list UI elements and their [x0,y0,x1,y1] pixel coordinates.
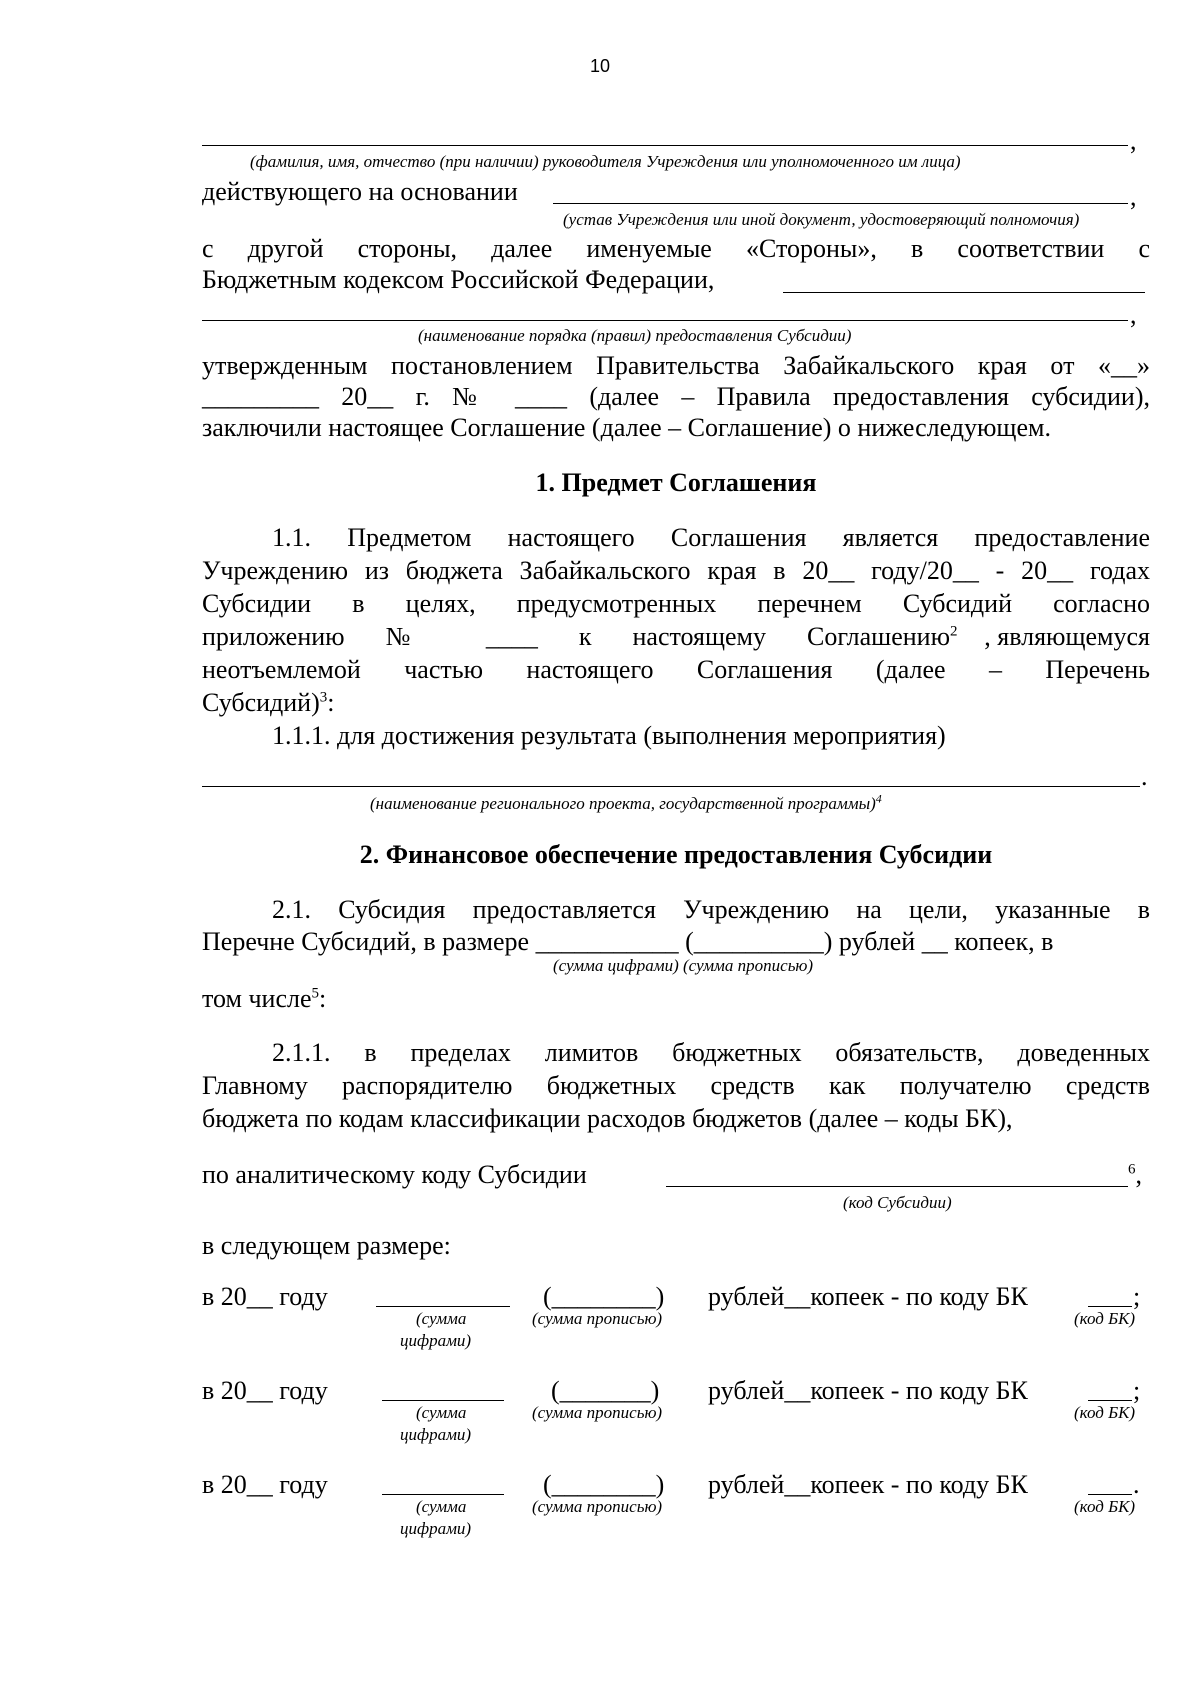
footnote-6: 6 [1128,1161,1136,1178]
caption-code: (код Субсидии) [843,1193,952,1212]
p21-line-3 [202,982,326,1015]
bk-code-blank [1088,1306,1132,1307]
year-label: в 20__ году [202,1470,328,1499]
cap-words: (сумма прописью) [532,1497,663,1516]
cap-bk: (код БК) [1074,1309,1136,1328]
p211-line-1: 2.1.1. в пределах лимитов бюджетных обязательств, доведенных [272,1038,1150,1067]
row-end: ; [1133,1376,1141,1405]
p1-line-2: Учреждению из бюджета Забайкальского края в 20__ году/20__ - 20__ годах [202,556,1150,585]
analytic-code-blank [666,1186,1128,1187]
p111-text: 1.1.1. для достижения результата (выполнения мероприятия) [272,721,946,750]
caption-basis: (устав Учреждения или иной документ, удостоверяющий полномочия) [563,210,1080,229]
acting-basis-blank [553,203,1128,204]
amount-label: в следующем размере: [202,1231,451,1260]
cap-bk: (код БК) [1074,1403,1136,1422]
p1-line-1: 1.1. Предметом настоящего Соглашения является предоставление [272,523,1150,552]
approved-line-2: _________ 20__ г. № ____ (далее – Правила предоставления субсидии), [202,382,1150,411]
cap-sum-b: цифрами) [400,1519,472,1538]
row-end: . [1133,1470,1140,1499]
footnote-5: 5 [311,985,320,1002]
p1-line-4-text: приложению № ____ к настоящему Соглашению [202,622,950,651]
cap-sum-a: (сумма [416,1497,467,1516]
p1-line-4-tail: , являющемуся [984,622,1150,651]
analytic-end [1128,1158,1142,1191]
p1-line-5: неотъемлемой частью настоящего Соглашения (далее – Перечень [202,655,1150,684]
p21-line-1: 2.1. Субсидия предоставляется Учреждению на цели, указанные в [272,895,1150,924]
analytic-comma: , [1135,1160,1142,1189]
rub-kop-text: рублей__копеек - по коду БК [708,1470,1028,1499]
rules-blank-1 [783,292,1145,293]
cap-words: (сумма прописью) [532,1309,663,1328]
parties-line-1: с другой стороны, далее именуемые «Стороны», в соответствии с [202,234,1150,263]
footnote-2: 2 [950,623,958,640]
sum-digits-blank [382,1400,504,1401]
approved-line-3: заключили настоящее Соглашение (далее – Соглашение) о нижеследующем. [202,413,1051,442]
parties-line-2: Бюджетным кодексом Российской Федерации, [202,265,715,294]
project-blank [202,786,1140,787]
p1-line-6-text: Субсидий) [202,688,320,717]
year-row-1 [202,1280,1150,1350]
bk-code-blank [1088,1494,1132,1495]
sum-digits-blank [382,1494,504,1495]
p21-line-3-colon: : [319,984,327,1013]
p21-line-2: Перечне Субсидий, в размере ___________ (__________) рублей __ копеек, в [202,927,1054,956]
acting-label: действующего на основании [202,177,518,206]
sum-words-paren: (________) [543,1470,665,1499]
head-name-blank [202,145,1128,146]
caption-sum: (сумма цифрами) (сумма прописью) [553,956,814,975]
cap-words: (сумма прописью) [532,1403,663,1422]
project-end: . [1141,762,1148,791]
caption-rules: (наименование порядка (правил) предоставления Субсидии) [418,326,852,345]
head-name-end: , [1130,126,1137,155]
p1-line-6 [202,686,334,719]
year-row-2 [202,1374,1150,1444]
year-label: в 20__ году [202,1376,328,1405]
approved-line-1: утвержденным постановлением Правительства Забайкальского края от «__» [202,351,1150,380]
p211-line-2: Главному распорядителю бюджетных средств как получателю средств [202,1071,1150,1100]
cap-sum-b: цифрами) [400,1425,472,1444]
bk-code-blank [1088,1400,1132,1401]
section-2-title: 2. Финансовое обеспечение предоставления Субсидии [359,840,993,869]
caption-project-text: (наименование регионального проекта, государственной программы) [370,794,876,813]
p21-line-3-text: том числе [202,984,312,1013]
section-1-title: 1. Предмет Соглашения [535,468,817,497]
page-number: 10 [589,56,611,76]
rules-end: , [1130,300,1137,329]
rub-kop-text: рублей__копеек - по коду БК [708,1282,1028,1311]
caption-head-name: (фамилия, имя, отчество (при наличии) руководителя Учреждения или уполномоченного им лица) [250,152,961,171]
sum-words-paren: (_______) [551,1376,660,1405]
year-label: в 20__ году [202,1282,328,1311]
footnote-3: 3 [319,689,328,706]
rules-blank-2 [202,320,1128,321]
cap-sum-a: (сумма [416,1403,467,1422]
caption-project [370,791,882,814]
p211-line-3: бюджета по кодам классификации расходов бюджетов (далее – коды БК), [202,1104,1013,1133]
p1-line-6-colon: : [327,688,335,717]
year-row-3 [202,1468,1150,1538]
row-end: ; [1133,1282,1141,1311]
sum-words-paren: (________) [543,1282,665,1311]
acting-end: , [1130,182,1137,211]
cap-sum-a: (сумма [416,1309,467,1328]
p1-line-3: Субсидии в целях, предусмотренных перечнем Субсидий согласно [202,589,1150,618]
analytic-label: по аналитическому коду Субсидии [202,1160,587,1189]
p1-line-4-left [202,620,1150,653]
rub-kop-text: рублей__копеек - по коду БК [708,1376,1028,1405]
footnote-4: 4 [875,791,882,806]
cap-sum-b: цифрами) [400,1331,472,1350]
sum-digits-blank [376,1306,510,1307]
cap-bk: (код БК) [1074,1497,1136,1516]
